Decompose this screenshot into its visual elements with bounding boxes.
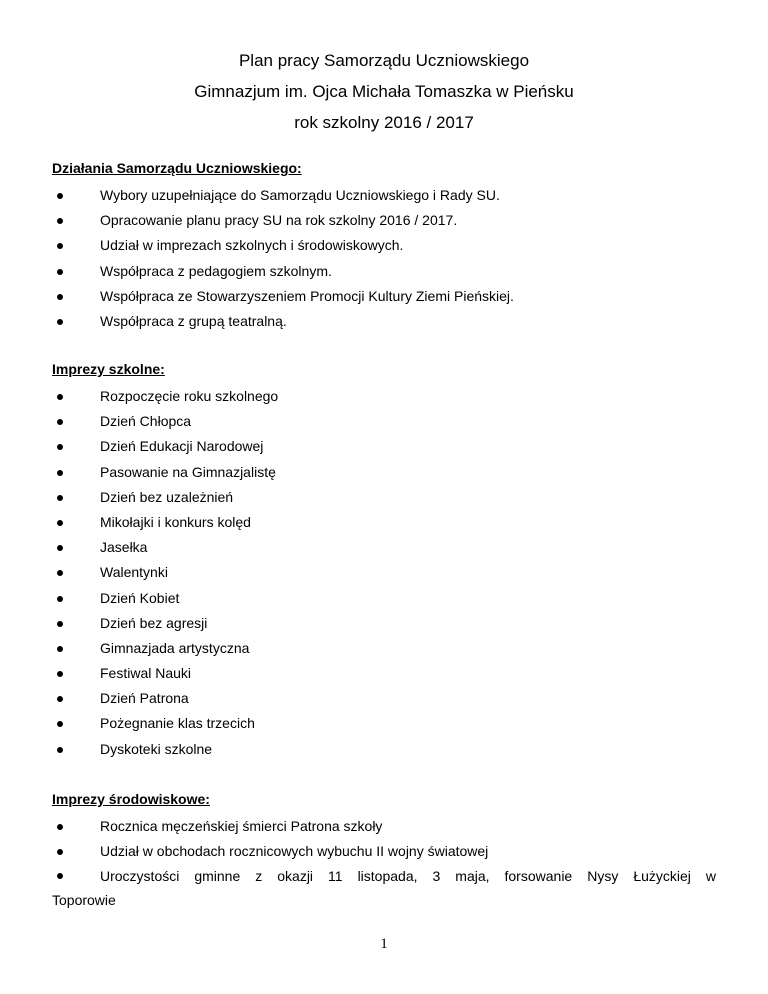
bullet-icon (57, 671, 63, 677)
list-item (52, 664, 716, 689)
bullet-icon (57, 294, 63, 300)
list-item-text: Gimnazjada artystyczna (100, 639, 250, 656)
list-item-text: Rocznica męczeńskiej śmierci Patrona szkoły (100, 818, 383, 834)
list-item-text: Udział w imprezach szkolnych i środowiskowych. (100, 237, 404, 254)
bullet-icon (57, 495, 63, 501)
bullet-icon (57, 721, 63, 727)
list-srodowiskowe (52, 817, 716, 867)
section-heading-srodowiskowe: Imprezy środowiskowe: (52, 791, 210, 807)
list-item (52, 538, 716, 563)
list-item-text: Pasowanie na Gimnazjalistę (100, 463, 276, 480)
list-item-text: Opracowanie planu pracy SU na rok szkolny 2016 / 2017. (100, 212, 458, 229)
list-item-text: Pożegnanie klas trzecich (100, 715, 255, 732)
list-item-text: Współpraca ze Stowarzyszeniem Promocji Kultury Ziemi Pieńskiej. (100, 287, 514, 304)
title-line-3: rok szkolny 2016 / 2017 (294, 113, 474, 132)
list-item-first-line (52, 864, 716, 888)
list-item (52, 488, 716, 513)
bullet-icon (57, 419, 63, 425)
bullet-icon (57, 621, 63, 627)
bullet-icon (57, 394, 63, 400)
list-item-text: Mikołajki i konkurs kolęd (100, 513, 251, 530)
bullet-icon (57, 193, 63, 199)
list-item (52, 513, 716, 538)
list-dzialania (52, 186, 716, 337)
list-item-text: Festiwal Nauki (100, 665, 192, 682)
list-item-text: Współpraca z pedagogiem szkolnym. (100, 262, 332, 279)
list-item-text: Dzień Edukacji Narodowej (100, 438, 264, 455)
section-heading-szkolne: Imprezy szkolne: (52, 361, 165, 377)
list-item (52, 817, 716, 842)
bullet-icon (57, 570, 63, 576)
list-item-text: Wybory uzupełniające do Samorządu Uczniowskiego i Rady SU. (100, 187, 500, 203)
list-item (52, 463, 716, 488)
bullet-icon (57, 849, 63, 855)
bullet-icon (57, 824, 63, 830)
bullet-icon (57, 520, 63, 526)
document-title (0, 45, 768, 138)
bullet-icon (57, 696, 63, 702)
list-item (52, 714, 716, 739)
list-item (52, 287, 716, 312)
bullet-icon (57, 218, 63, 224)
list-item (52, 639, 716, 664)
list-item-text: Dzień Kobiet (100, 589, 180, 606)
list-item-continuation: Toporowie (52, 892, 116, 908)
list-item-text: Jasełka (100, 539, 148, 556)
list-item (52, 211, 716, 236)
list-szkolne (52, 387, 716, 765)
list-item (52, 740, 716, 765)
bullet-icon (57, 747, 63, 753)
list-item-text: Udział w obchodach rocznicowych wybuchu II wojny światowej (100, 843, 489, 860)
list-item-text: Walentynki (100, 564, 168, 581)
list-item (52, 563, 716, 588)
bullet-icon (57, 243, 63, 249)
bullet-icon (57, 873, 63, 879)
bullet-icon (57, 269, 63, 275)
bullet-icon (57, 470, 63, 476)
list-item-text: Rozpoczęcie roku szkolnego (100, 388, 279, 404)
list-item (52, 614, 716, 639)
list-item-text: Dzień Patrona (100, 690, 189, 707)
section-heading-dzialania: Działania Samorządu Uczniowskiego: (52, 160, 302, 176)
list-item (52, 437, 716, 462)
bullet-icon (57, 646, 63, 652)
list-item (52, 689, 716, 714)
list-item (52, 262, 716, 287)
list-item (52, 312, 716, 337)
title-line-2: Gimnazjum im. Ojca Michała Tomaszka w Pieńsku (194, 82, 574, 101)
list-item-text: Dyskoteki szkolne (100, 740, 213, 757)
list-item-text: Uroczystości gminne z okazji 11 listopada, 3 maja, forsowanie Nysy Łużyckiej w (100, 868, 716, 884)
list-item-long (52, 864, 716, 912)
bullet-icon (57, 444, 63, 450)
list-item-text: Dzień bez agresji (100, 614, 208, 631)
list-item (52, 186, 716, 211)
title-line-1: Plan pracy Samorządu Uczniowskiego (238, 51, 530, 70)
bullet-icon (57, 319, 63, 325)
list-item (52, 412, 716, 437)
list-item-text: Dzień Chłopca (100, 413, 192, 430)
list-item-text: Współpraca z grupą teatralną. (100, 312, 287, 329)
list-item (52, 236, 716, 261)
list-item (52, 387, 716, 412)
bullet-icon (57, 545, 63, 551)
list-item-text: Dzień bez uzależnień (100, 488, 234, 505)
page-number: 1 (380, 936, 388, 952)
list-item (52, 589, 716, 614)
bullet-icon (57, 596, 63, 602)
